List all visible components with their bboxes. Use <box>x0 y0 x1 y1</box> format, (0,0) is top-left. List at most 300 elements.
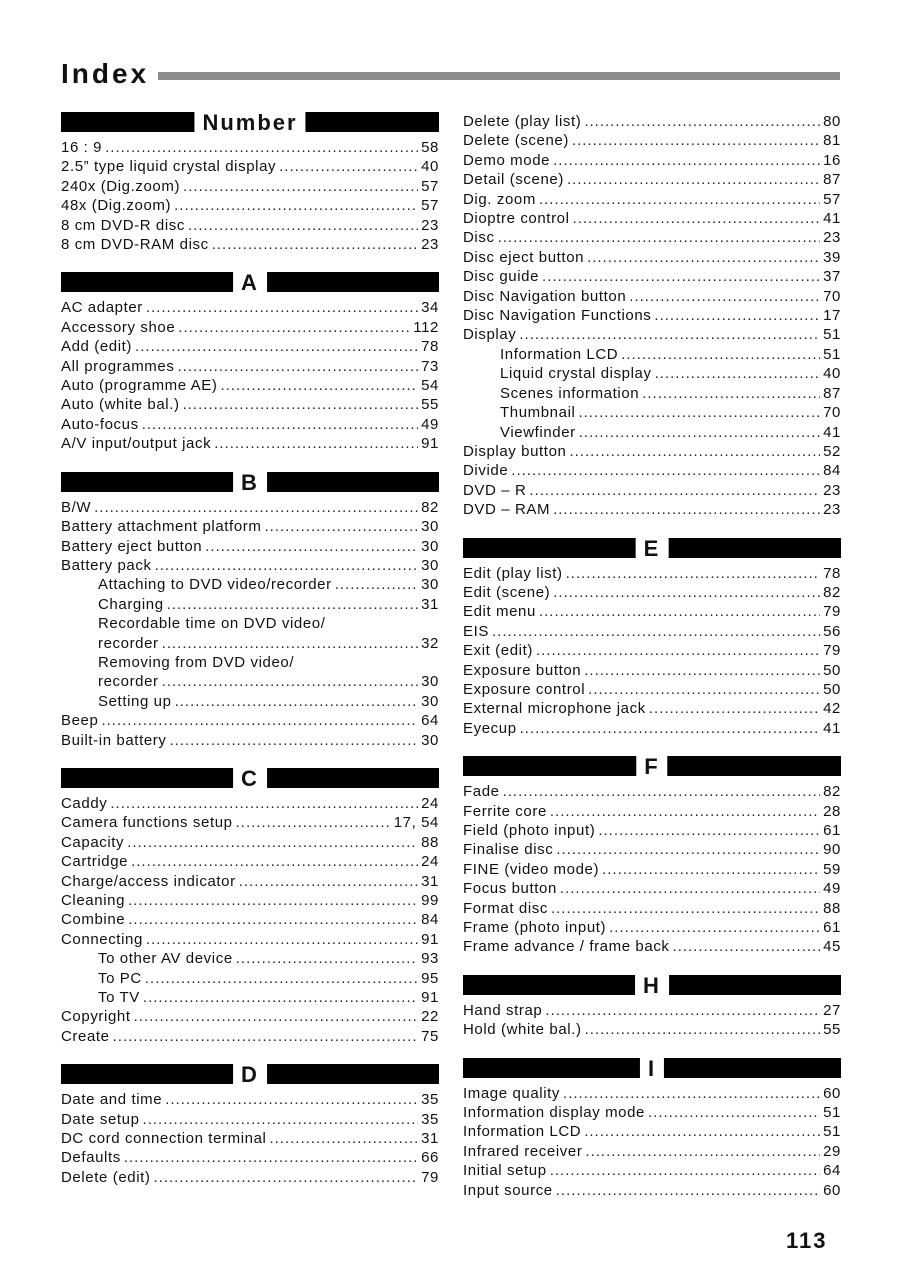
dot-leader <box>539 602 820 621</box>
dot-leader <box>573 209 821 228</box>
entry-term: Charge/access indicator <box>61 872 236 890</box>
index-entry <box>61 891 439 910</box>
dot-leader <box>236 949 418 968</box>
index-entry <box>61 517 439 536</box>
entry-term: Infrared receiver <box>463 1142 583 1160</box>
index-section <box>61 1064 439 1187</box>
entry-term: Accessory shoe <box>61 318 176 336</box>
entry-term: Disc <box>463 229 495 247</box>
index-entry <box>463 899 841 918</box>
entry-term: External microphone jack <box>463 700 646 718</box>
entry-page-ref: 31 <box>421 872 439 890</box>
entry-term: Detail (scene) <box>463 171 564 189</box>
entry-page-ref: 60 <box>823 1181 841 1199</box>
dot-leader <box>145 969 418 988</box>
entry-page-ref: 84 <box>421 911 439 929</box>
dot-leader <box>239 872 418 891</box>
entry-term: Recordable time on DVD video/ <box>98 615 326 633</box>
section-heading-label: F <box>636 754 667 780</box>
entry-term: DVD – RAM <box>463 501 551 519</box>
entry-term: Ferrite core <box>463 802 547 820</box>
index-entry <box>61 910 439 929</box>
dot-leader <box>642 384 820 403</box>
entry-page-ref: 78 <box>823 564 841 582</box>
index-entry <box>463 1142 841 1161</box>
entry-term: Information display mode <box>463 1104 645 1122</box>
index-entry <box>61 711 439 730</box>
index-entry <box>61 235 439 254</box>
entry-page-ref: 45 <box>823 938 841 956</box>
entry-page-ref: 24 <box>421 794 439 812</box>
dot-leader <box>602 860 820 879</box>
entry-term: Beep <box>61 712 99 730</box>
dot-leader <box>629 287 820 306</box>
entry-page-ref: 73 <box>421 357 439 375</box>
index-entry <box>61 318 439 337</box>
index-section <box>463 535 841 739</box>
entry-term: Copyright <box>61 1008 131 1026</box>
dot-leader <box>162 634 418 653</box>
entry-page-ref: 35 <box>421 1091 439 1109</box>
index-entry <box>463 583 841 602</box>
dot-leader <box>569 442 820 461</box>
entry-term: Information LCD <box>463 1123 582 1141</box>
entry-term: Edit menu <box>463 603 536 621</box>
entry-term: Scenes information <box>500 384 640 402</box>
entry-page-ref: 70 <box>823 404 841 422</box>
dot-leader <box>585 1142 820 1161</box>
dot-leader <box>131 852 418 871</box>
dot-leader <box>598 821 820 840</box>
index-entry <box>61 872 439 891</box>
entry-term: Capacity <box>61 833 125 851</box>
index-entry <box>61 216 439 235</box>
dot-leader <box>128 910 418 929</box>
dot-leader <box>563 1084 820 1103</box>
entry-page-ref: 39 <box>823 248 841 266</box>
section-heading <box>61 469 439 495</box>
index-entry <box>463 802 841 821</box>
entry-term: Fade <box>463 783 500 801</box>
entry-term: Battery eject button <box>61 537 203 555</box>
dot-leader <box>165 1090 418 1109</box>
section-heading-label: I <box>640 1056 664 1082</box>
entry-page-ref: 55 <box>421 396 439 414</box>
entry-page-ref: 79 <box>421 1168 439 1186</box>
entry-term: Exit (edit) <box>463 642 533 660</box>
entry-term: Auto-focus <box>61 415 139 433</box>
entry-term: Setting up <box>98 692 172 710</box>
entry-term: Disc Navigation Functions <box>463 307 652 325</box>
entry-term: Finalise disc <box>463 841 554 859</box>
entry-term: Disc guide <box>463 268 540 286</box>
entry-page-ref: 64 <box>823 1162 841 1180</box>
dot-leader <box>94 498 418 517</box>
entry-page-ref: 95 <box>421 969 439 987</box>
dot-leader <box>183 177 418 196</box>
title-rule <box>158 72 840 80</box>
entry-page-ref: 51 <box>823 326 841 344</box>
index-section <box>61 765 439 1046</box>
dot-leader <box>178 318 410 337</box>
entry-term: Built-in battery <box>61 731 167 749</box>
section-heading-label: H <box>635 973 669 999</box>
entry-term: Divide <box>463 462 509 480</box>
entry-page-ref: 99 <box>421 892 439 909</box>
entry-term: B/W <box>61 498 92 516</box>
entry-term: 8 cm DVD-RAM disc <box>61 236 209 254</box>
entry-page-ref: 54 <box>421 377 439 395</box>
entry-term: Thumbnail <box>500 404 576 422</box>
entry-page-ref: 42 <box>823 700 841 718</box>
entry-term: Eyecup <box>463 719 517 737</box>
entry-page-ref: 41 <box>823 719 841 737</box>
entry-page-ref: 41 <box>823 423 841 441</box>
entry-page-ref: 51 <box>823 1104 841 1122</box>
section-heading <box>61 765 439 791</box>
entry-page-ref: 82 <box>421 498 439 516</box>
entry-page-ref: 23 <box>421 216 439 234</box>
entry-term: Display <box>463 326 517 344</box>
entry-page-ref: 82 <box>823 583 841 601</box>
entry-page-ref: 93 <box>421 950 439 968</box>
index-entry <box>61 498 439 517</box>
index-subentry <box>61 949 439 968</box>
entry-page-ref: 30 <box>421 537 439 555</box>
entry-page-ref: 23 <box>823 229 841 247</box>
page-title: Index <box>61 58 150 89</box>
entry-page-ref: 50 <box>823 661 841 679</box>
dot-leader <box>214 434 418 453</box>
entry-term: Demo mode <box>463 151 551 169</box>
section-heading <box>463 1055 841 1081</box>
index-entry <box>463 325 841 344</box>
entry-term: A/V input/output jack <box>61 435 212 453</box>
dot-leader <box>264 517 418 536</box>
entry-page-ref: 31 <box>421 595 439 613</box>
entry-page-ref: 22 <box>421 1008 439 1026</box>
dot-leader <box>584 112 820 131</box>
entry-page-ref: 37 <box>823 268 841 286</box>
entry-term: Camera functions setup <box>61 814 233 832</box>
entry-page-ref: 84 <box>823 462 841 480</box>
entry-page-ref: 87 <box>823 384 841 402</box>
entry-page-ref: 91 <box>421 930 439 948</box>
dot-leader <box>135 337 418 356</box>
entry-term: Charging <box>98 595 164 613</box>
index-entry <box>61 1090 439 1109</box>
entry-term: AC adapter <box>61 299 143 317</box>
index-column-right <box>463 112 841 1218</box>
entry-page-ref: 64 <box>421 712 439 730</box>
entry-page-ref: 49 <box>823 880 841 898</box>
index-entry <box>463 1020 841 1039</box>
entry-term: 2.5” type liquid crystal display <box>61 158 277 176</box>
dot-leader <box>649 699 820 718</box>
index-entry <box>61 298 439 317</box>
dot-leader <box>588 680 820 699</box>
entry-page-ref: 57 <box>823 190 841 208</box>
entry-page-ref: 79 <box>823 603 841 621</box>
section-heading <box>463 972 841 998</box>
dot-leader <box>335 575 418 594</box>
entry-term: recorder <box>98 634 159 652</box>
index-subentry <box>61 595 439 614</box>
dot-leader <box>584 1122 820 1141</box>
index-entry <box>61 1027 439 1046</box>
index-subentry <box>61 614 439 633</box>
index-subentry <box>463 423 841 442</box>
dot-leader <box>143 988 418 1007</box>
index-section <box>463 972 841 1040</box>
entry-term: Caddy <box>61 794 108 812</box>
dot-leader <box>621 345 820 364</box>
entry-term: DVD – R <box>463 481 527 499</box>
entry-term: Create <box>61 1027 110 1045</box>
section-heading-label: B <box>233 470 267 496</box>
dot-leader <box>553 583 820 602</box>
entry-term: recorder <box>98 673 159 691</box>
index-entry <box>463 860 841 879</box>
index-subentry <box>61 575 439 594</box>
section-heading <box>463 756 841 778</box>
index-entry <box>463 840 841 859</box>
entry-term: Edit (play list) <box>463 564 563 582</box>
dot-leader <box>134 1007 419 1026</box>
index-entry <box>463 1001 841 1020</box>
entry-page-ref: 75 <box>421 1027 439 1045</box>
entry-term: DC cord connection terminal <box>61 1130 267 1148</box>
dot-leader <box>655 364 821 383</box>
entry-page-ref: 52 <box>823 442 841 460</box>
index-entry <box>61 138 439 157</box>
entry-page-ref: 40 <box>823 365 841 383</box>
entry-page-ref: 50 <box>823 680 841 698</box>
dot-leader <box>492 622 820 641</box>
index-entry <box>61 434 439 453</box>
entry-term: Cartridge <box>61 853 129 871</box>
entry-term: Input source <box>463 1181 553 1199</box>
index-entry <box>463 209 841 228</box>
entry-page-ref: 56 <box>823 622 841 640</box>
section-heading <box>61 1064 439 1086</box>
index-entry <box>463 661 841 680</box>
dot-leader <box>520 719 820 738</box>
entry-term: Dioptre control <box>463 210 570 228</box>
dot-leader <box>536 641 820 660</box>
entry-term: Delete (scene) <box>463 132 569 150</box>
index-subentry <box>463 364 841 383</box>
index-subentry <box>463 345 841 364</box>
entry-term: Battery attachment platform <box>61 518 262 536</box>
dot-leader <box>183 395 419 414</box>
section-heading <box>463 535 841 561</box>
index-entry <box>463 442 841 461</box>
entry-term: Frame (photo input) <box>463 919 607 937</box>
dot-leader <box>560 879 820 898</box>
dot-leader <box>205 537 418 556</box>
entry-term: 240x (Dig.zoom) <box>61 177 181 195</box>
index-entry <box>463 680 841 699</box>
index-entry <box>61 337 439 356</box>
index-entry <box>463 190 841 209</box>
dot-leader <box>572 131 820 150</box>
entry-term: EIS <box>463 622 489 640</box>
dot-leader <box>673 937 821 956</box>
index-entry <box>463 248 841 267</box>
entry-page-ref: 16 <box>823 151 841 169</box>
index-entry <box>61 376 439 395</box>
entry-page-ref: 66 <box>421 1149 439 1167</box>
entry-term: Hold (white bal.) <box>463 1021 582 1039</box>
dot-leader <box>146 930 418 949</box>
index-entry <box>61 1148 439 1167</box>
entry-term: To other AV device <box>98 950 233 968</box>
index-entry <box>61 415 439 434</box>
entry-page-ref: 88 <box>421 833 439 851</box>
entry-page-ref: 17 <box>823 307 841 325</box>
dot-leader <box>236 813 391 832</box>
entry-term: Battery pack <box>61 556 152 574</box>
dot-leader <box>154 1168 419 1187</box>
index-entry <box>61 813 439 832</box>
entry-term: To PC <box>98 969 142 987</box>
entry-term: Edit (scene) <box>463 583 551 601</box>
index-entry <box>61 852 439 871</box>
index-entry <box>61 177 439 196</box>
dot-leader <box>188 216 418 235</box>
section-heading-label: C <box>233 766 267 792</box>
entry-page-ref: 82 <box>823 783 841 801</box>
dot-leader <box>542 267 820 286</box>
index-section <box>463 112 841 520</box>
dot-leader <box>128 891 418 910</box>
dot-leader <box>269 1129 418 1148</box>
dot-leader <box>654 306 820 325</box>
index-entry <box>61 395 439 414</box>
index-entry <box>463 937 841 956</box>
entry-term: Date and time <box>61 1091 163 1109</box>
index-entry <box>463 564 841 583</box>
index-entry <box>61 1129 439 1148</box>
index-section <box>61 272 439 453</box>
entry-term: Initial setup <box>463 1162 547 1180</box>
dot-leader <box>579 423 820 442</box>
dot-leader <box>587 248 820 267</box>
dot-leader <box>511 461 820 480</box>
entry-term: Disc eject button <box>463 248 585 266</box>
entry-page-ref: 79 <box>823 642 841 660</box>
index-entry <box>61 157 439 176</box>
index-entry <box>463 1161 841 1180</box>
entry-term: Auto (white bal.) <box>61 396 180 414</box>
entry-term: Delete (edit) <box>61 1168 151 1186</box>
entry-page-ref: 51 <box>823 1123 841 1141</box>
index-entry <box>61 357 439 376</box>
index-entry <box>463 821 841 840</box>
dot-leader <box>124 1148 418 1167</box>
dot-leader <box>174 196 418 215</box>
index-entry <box>61 196 439 215</box>
dot-leader <box>212 235 418 254</box>
dot-leader <box>175 692 419 711</box>
index-entry <box>463 287 841 306</box>
dot-leader <box>167 595 418 614</box>
index-subentry <box>61 672 439 691</box>
dot-leader <box>550 802 820 821</box>
index-entry <box>463 112 841 131</box>
index-entry <box>61 556 439 575</box>
entry-term: Dig. zoom <box>463 190 536 208</box>
dot-leader <box>556 840 820 859</box>
entry-page-ref: 60 <box>823 1084 841 1102</box>
entry-page-ref: 17, 54 <box>393 814 439 832</box>
entry-term: Focus button <box>463 880 557 898</box>
index-subentry <box>463 403 841 422</box>
entry-page-ref: 30 <box>421 556 439 574</box>
entry-page-ref: 30 <box>421 731 439 749</box>
entry-page-ref: 24 <box>421 853 439 871</box>
entry-term: Combine <box>61 911 126 929</box>
entry-term: Auto (programme AE) <box>61 377 218 395</box>
page-number: 113 <box>786 1228 828 1253</box>
index-entry <box>463 481 841 500</box>
entry-page-ref: 80 <box>823 113 841 130</box>
section-heading-label: E <box>636 536 669 562</box>
dot-leader <box>545 1001 820 1020</box>
dot-leader <box>143 1110 419 1129</box>
dot-leader <box>110 794 418 813</box>
entry-term: Viewfinder <box>500 423 576 441</box>
index-entry <box>463 918 841 937</box>
dot-leader <box>609 918 820 937</box>
index-entry <box>463 719 841 738</box>
index-entry <box>463 306 841 325</box>
dot-leader <box>550 1161 820 1180</box>
entry-term: Information LCD <box>500 345 619 363</box>
dot-leader <box>162 672 418 691</box>
entry-page-ref: 112 <box>413 318 439 336</box>
entry-term: All programmes <box>61 357 175 375</box>
index-entry <box>463 1122 841 1141</box>
section-heading-label: Number <box>194 110 305 136</box>
dot-leader <box>503 782 821 801</box>
index-entry <box>61 930 439 949</box>
entry-page-ref: 70 <box>823 287 841 305</box>
index-section <box>463 1055 841 1200</box>
entry-term: Display button <box>463 442 567 460</box>
entry-term: Image quality <box>463 1084 561 1102</box>
dot-leader <box>127 833 418 852</box>
dot-leader <box>220 376 418 395</box>
dot-leader <box>142 415 418 434</box>
entry-term: Liquid crystal display <box>500 365 652 383</box>
entry-term: Cleaning <box>61 892 126 909</box>
entry-page-ref: 91 <box>421 989 439 1007</box>
entry-page-ref: 30 <box>421 518 439 536</box>
index-subentry <box>61 653 439 672</box>
section-heading <box>61 272 439 294</box>
entry-page-ref: 31 <box>421 1130 439 1148</box>
section-heading-label: D <box>233 1062 267 1088</box>
index-entry <box>463 228 841 247</box>
index-entry <box>463 782 841 801</box>
dot-leader <box>556 1181 820 1200</box>
dot-leader <box>553 151 820 170</box>
entry-page-ref: 23 <box>823 501 841 519</box>
index-subentry <box>463 384 841 403</box>
index-entry <box>463 267 841 286</box>
